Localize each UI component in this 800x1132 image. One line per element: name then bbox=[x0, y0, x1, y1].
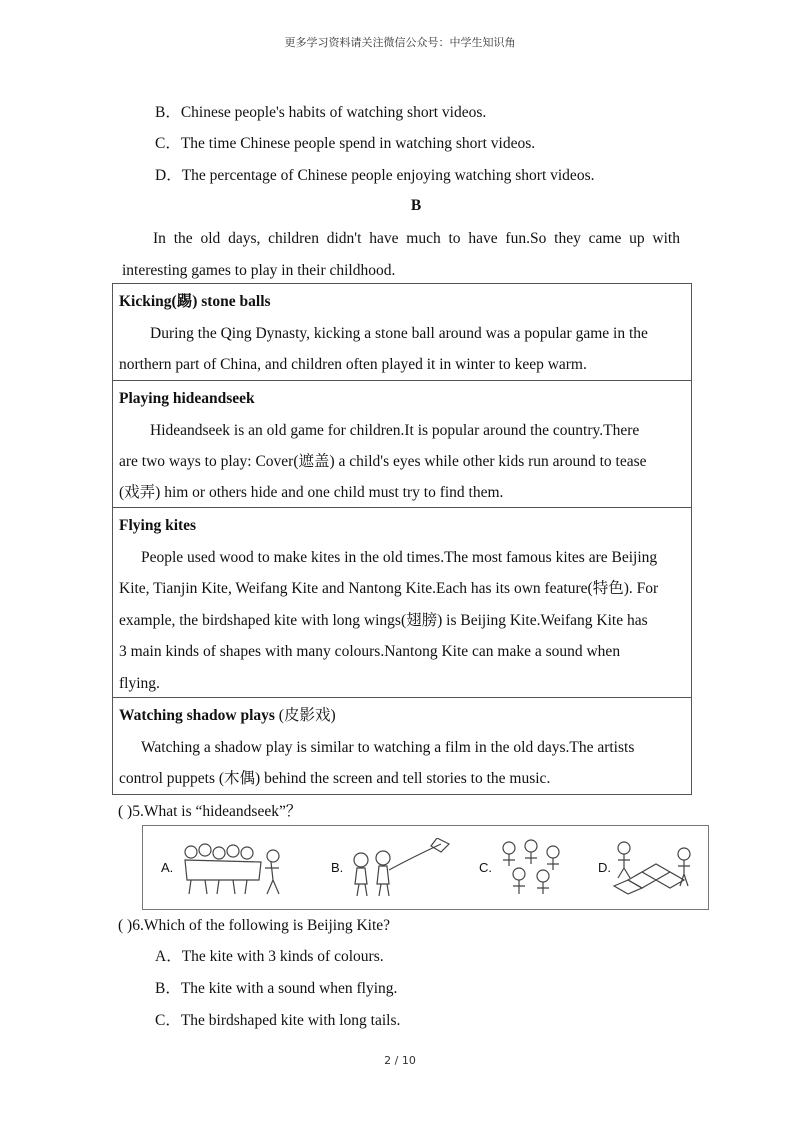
game-text: are two ways to play: Cover(遮盖) a child's eyes while other kids run around to tease bbox=[119, 453, 647, 470]
game-title-suffix: (皮影戏) bbox=[274, 707, 336, 724]
picture-label: B. bbox=[331, 860, 344, 875]
kite-flying-icon bbox=[331, 838, 456, 898]
q6-option-b: B．The kite with a sound when flying. bbox=[155, 980, 398, 997]
game-text: Hideandseek is an old game for children.It is popular around the country.There bbox=[150, 422, 640, 439]
picture-c[interactable] bbox=[479, 838, 589, 898]
picture-label: A. bbox=[161, 860, 174, 875]
game-text: control puppets (木偶) behind the screen and tell stories to the music. bbox=[119, 770, 551, 787]
option-d: D．The percentage of Chinese people enjoying watching short videos. bbox=[155, 167, 595, 184]
picture-label: D. bbox=[598, 860, 611, 875]
game-text: northern part of China, and children often played it in winter to keep warm. bbox=[119, 356, 587, 373]
game-text: 3 main kinds of shapes with many colours.Nantong Kite can make a sound when bbox=[119, 643, 621, 660]
game-flying-kites bbox=[113, 507, 691, 697]
picture-a[interactable] bbox=[161, 838, 286, 898]
game-title bbox=[119, 706, 336, 726]
picture-b[interactable] bbox=[331, 838, 456, 898]
picture-d[interactable] bbox=[598, 838, 698, 898]
intro-line-1: In the old days, children didn't have much to have fun.So they came up with bbox=[153, 230, 680, 247]
game-title: Flying kites bbox=[119, 517, 197, 534]
children-running-icon bbox=[161, 838, 286, 898]
game-text: During the Qing Dynasty, kicking a stone ball around was a popular game in the bbox=[150, 325, 648, 342]
game-text: example, the birdshaped kite with long wings(翅膀) is Beijing Kite.Weifang Kite has bbox=[119, 612, 648, 629]
game-text: People used wood to make kites in the old times.The most famous kites are Beijing bbox=[141, 549, 658, 566]
games-table bbox=[112, 283, 692, 795]
answer-pictures bbox=[142, 825, 709, 910]
game-text: Watching a shadow play is similar to watching a film in the old days.The artists bbox=[141, 739, 635, 756]
game-title: Playing hideandseek bbox=[119, 390, 255, 407]
question-5: ( )5.What is “hideandseek”？ bbox=[118, 803, 302, 820]
question-6: ( )6.Which of the following is Beijing Kite? bbox=[118, 917, 391, 934]
game-title-text: Watching shadow plays bbox=[119, 707, 275, 724]
q6-option-a: A．The kite with 3 kinds of colours. bbox=[155, 948, 384, 965]
game-shadow-plays bbox=[113, 697, 691, 794]
intro-line-2: interesting games to play in their childhood. bbox=[122, 262, 396, 279]
section-label: B bbox=[410, 197, 422, 214]
game-stone-balls bbox=[113, 284, 691, 380]
game-text: (戏弄) him or others hide and one child must try to find them. bbox=[119, 484, 504, 501]
children-hiding-icon bbox=[479, 838, 589, 898]
q6-option-c: C．The birdshaped kite with long tails. bbox=[155, 1012, 401, 1029]
hopscotch-icon bbox=[598, 838, 698, 898]
page-number: 2 / 10 bbox=[384, 1054, 416, 1067]
picture-label: C. bbox=[479, 860, 492, 875]
game-text: Kite, Tianjin Kite, Weifang Kite and Nantong Kite.Each has its own feature(特色). For bbox=[119, 580, 659, 597]
game-title: Kicking(踢) stone balls bbox=[119, 293, 271, 310]
option-c: C．The time Chinese people spend in watching short videos. bbox=[155, 135, 536, 152]
option-b: B．Chinese people's habits of watching short videos. bbox=[155, 104, 487, 121]
page-header: 更多学习资料请关注微信公众号：中学生知识角 bbox=[284, 36, 516, 49]
game-hideandseek bbox=[113, 380, 691, 507]
game-text: flying. bbox=[119, 675, 160, 692]
